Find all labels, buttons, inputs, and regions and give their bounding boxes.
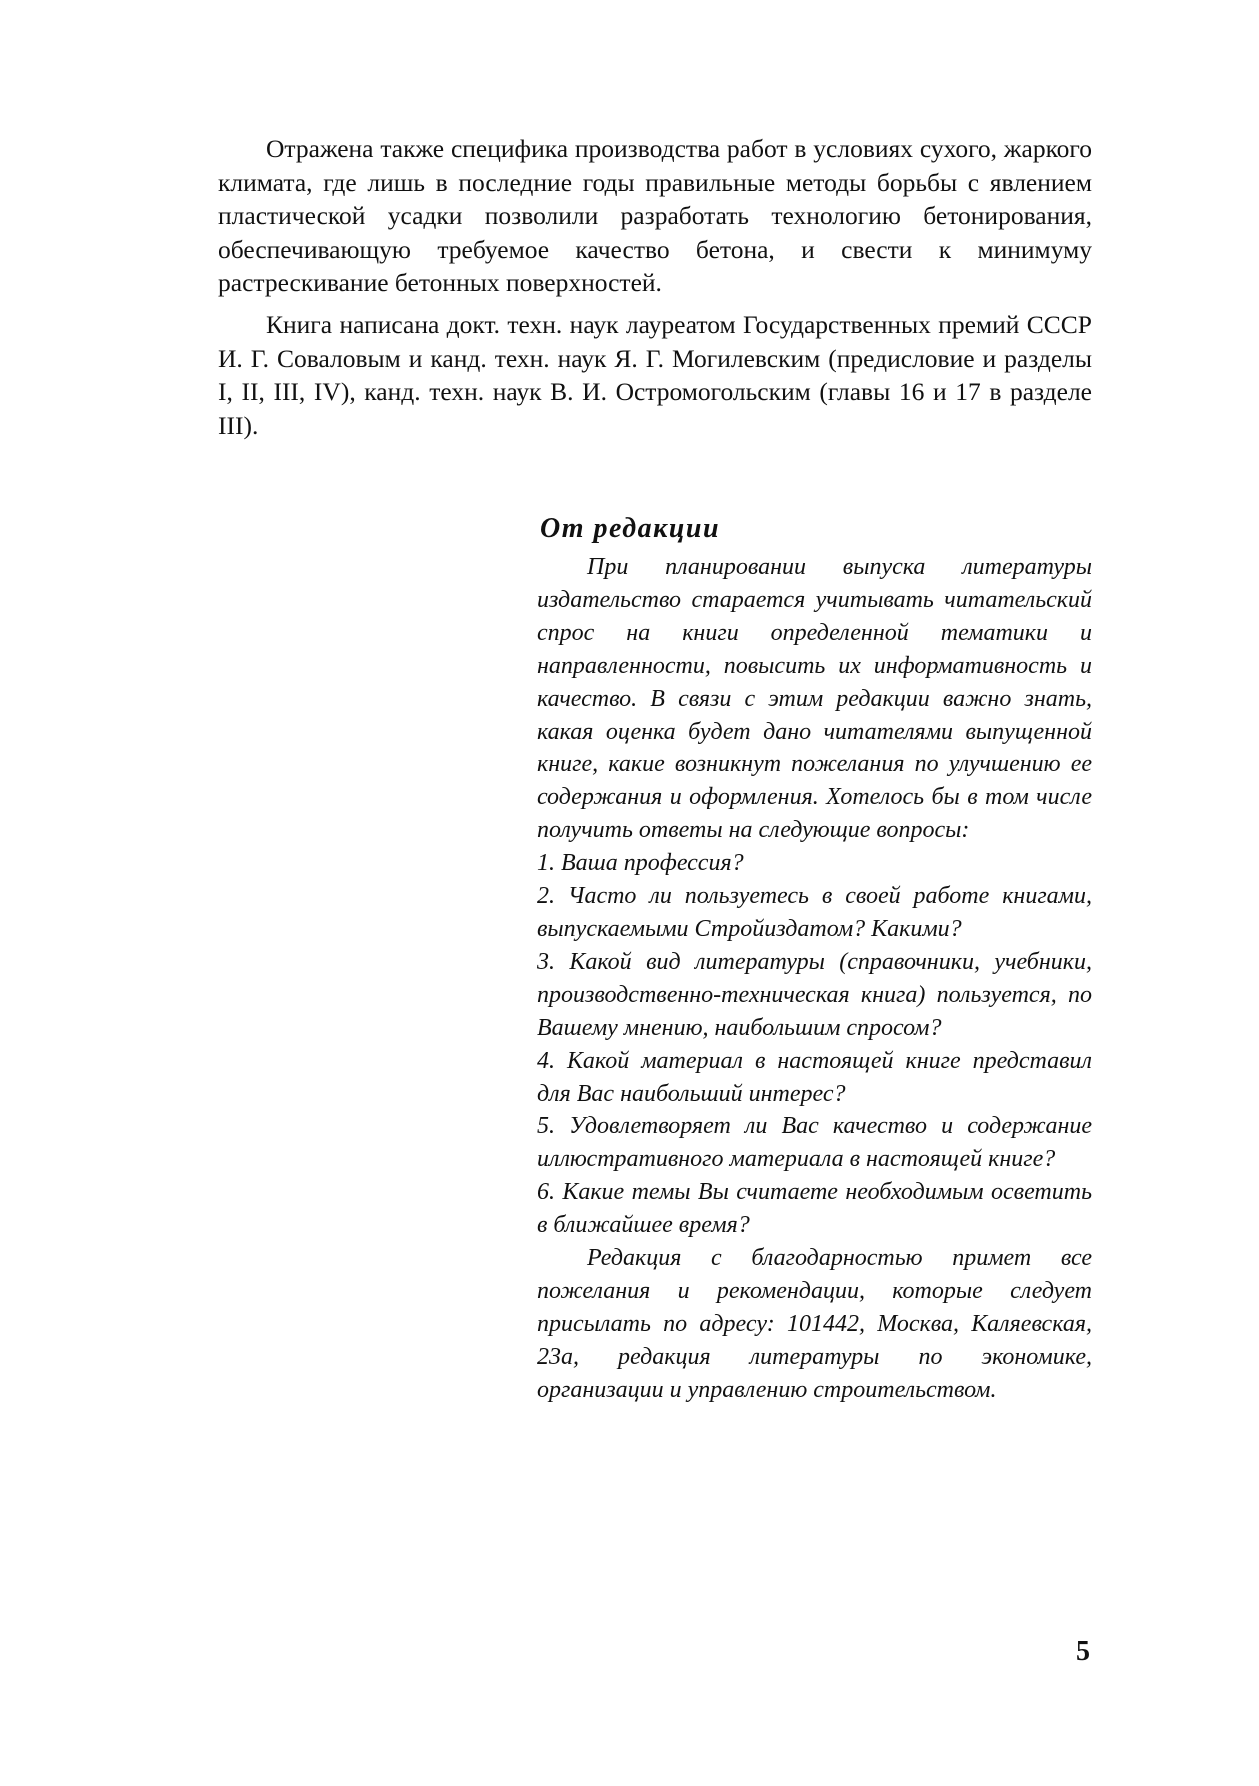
intro-section: [218, 132, 1092, 442]
question-item: 5. Удовлетворяет ли Вас качество и содержание иллюстративного материала в настоящей книге?: [537, 1113, 1092, 1173]
page-number: 5: [1076, 1636, 1090, 1667]
question-item: 2. Часто ли пользуетесь в своей работе книгами, выпускаемыми Стройиздатом? Какими?: [537, 883, 1092, 942]
question-item: 6. Какие темы Вы считаете необходимым осветить в ближайшее время?: [537, 1179, 1092, 1239]
question-item: 3. Какой вид литературы (справочники, учебники, производственно-техническая книга) пользуется, по Вашему мнению, наибольшим спросом?: [537, 948, 1092, 1041]
intro-paragraph-authors: Книга написана докт. техн. наук лауреатом Государственных премий СССР И. Г. Соваловым и канд. техн. наук Я. Г. Могилевским (предисловие и разделы I, II, III, IV), канд. техн. наук В. И. Остромогольским (главы 16 и 17 в разделе III).: [218, 309, 1092, 440]
question-item: 4. Какой материал в настоящей книге представил для Вас наибольший интерес?: [537, 1047, 1092, 1107]
question-item: 1. Ваша профессия?: [537, 850, 744, 877]
intro-paragraph-climate: Отражена также специфика производства работ в условиях сухого, жаркого климата, где лишь в последние годы правильные методы борьбы с явлением пластической усадки позволили разработать технологию бетонирования, обеспечивающую требуемое качество бетона, и свести к минимуму растрескивание бетонных поверхностей.: [218, 134, 1092, 298]
editorial-note: [537, 512, 1092, 1407]
question-list: [537, 847, 1092, 1242]
editorial-lead-paragraph: При планировании выпуска литературы издательство старается учитывать читательский спрос на книги определенной тематики и направленности, повысить их информативность и качество. В связи с этим редакции важно знать, какая оценка будет дано читателями выпущенной книге, какие возникнут пожелания по улучшению ее содержания и оформления. Хотелось бы в том числе получить ответы на следующие вопросы:: [537, 554, 1092, 844]
editorial-heading: От редакции: [540, 513, 721, 544]
editorial-closing-paragraph: Редакция с благодарностью примет все пожелания и рекомендации, которые следует присылать по адресу: 101442, Москва, Каляевская, 23а, редакция литературы по экономике, организации и управлению строительством.: [537, 1245, 1092, 1403]
